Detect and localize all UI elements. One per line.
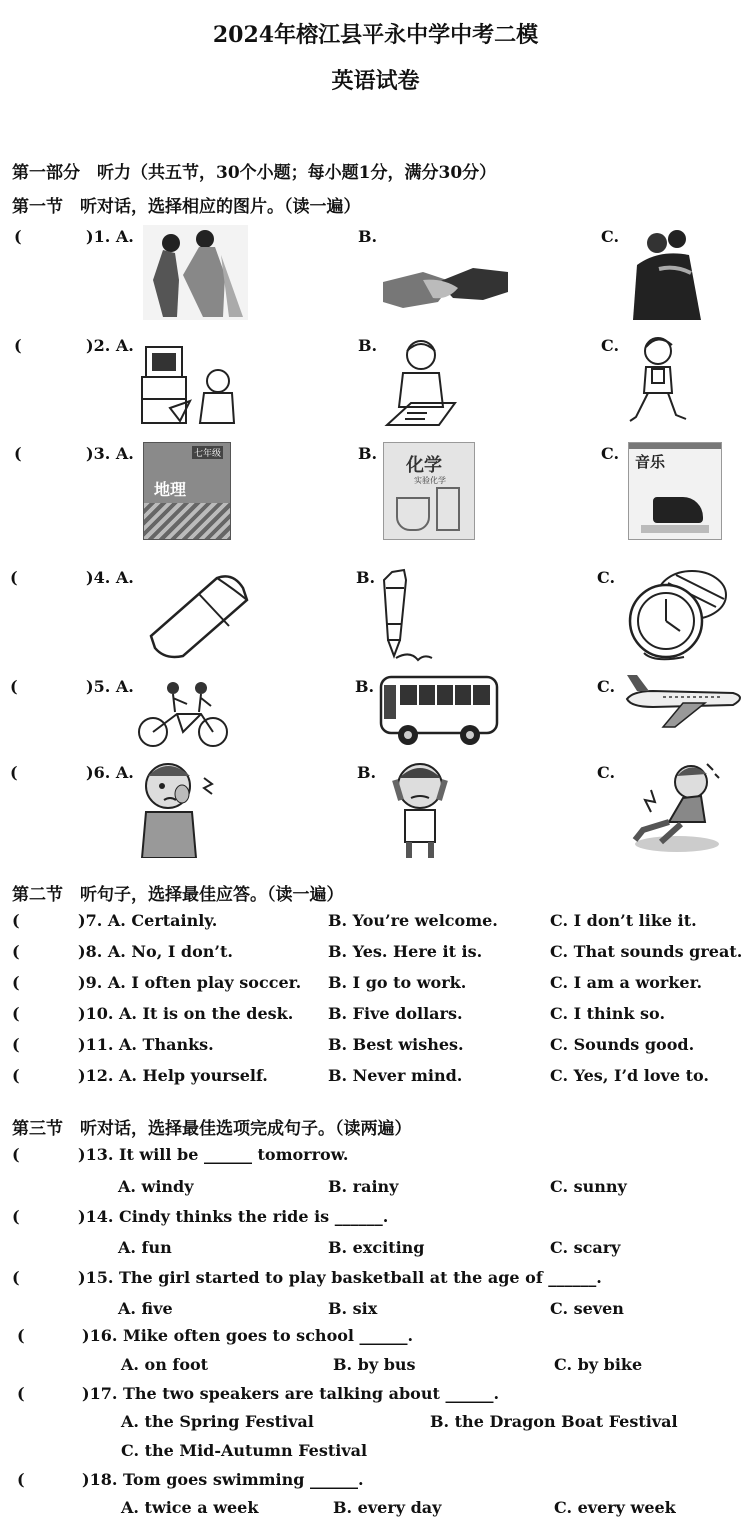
answer-paren[interactable]: (: [10, 677, 18, 696]
q16-option-c: C. by bike: [554, 1355, 643, 1374]
answer-paren[interactable]: (: [14, 336, 22, 355]
page-title: 2024年榕江县平永中学中考二模: [212, 22, 539, 48]
q6-option-b: B.: [357, 763, 377, 782]
q3-option-b: B.: [358, 444, 378, 463]
q14-option-c: C. scary: [550, 1238, 621, 1257]
boy-walking-picture: [628, 333, 690, 428]
answer-paren[interactable]: (: [10, 763, 18, 782]
answer-paren[interactable]: (: [14, 227, 22, 246]
q2-label: )2. A.: [86, 336, 134, 355]
q18-option-c: C. every week: [554, 1498, 676, 1517]
q8-option-c: C. That sounds great.: [550, 942, 743, 961]
q12-option-a: )12. A. Help yourself.: [78, 1066, 268, 1085]
q5-option-c: C.: [597, 677, 616, 696]
hug-picture: [629, 225, 707, 320]
q17-option-a: A. the Spring Festival: [121, 1412, 314, 1431]
geography-book-title: 地理: [154, 480, 187, 499]
answer-paren[interactable]: (: [12, 1004, 20, 1023]
q13-option-b: B. rainy: [328, 1177, 399, 1196]
music-book-title: 音乐: [635, 453, 666, 471]
q9-option-b: B. I go to work.: [328, 973, 467, 992]
answer-paren[interactable]: (: [10, 568, 18, 587]
chemistry-book-subtitle: 实验化学: [414, 476, 446, 485]
crayon-picture: [374, 568, 434, 664]
tandem-bike-picture: [137, 680, 229, 748]
q6-option-c: C.: [597, 763, 616, 782]
q3-option-c: C.: [601, 444, 620, 463]
q15-stem: )15. The girl started to play basketball at the age of ______.: [78, 1268, 602, 1287]
airplane-picture: [623, 673, 749, 731]
q17-stem: )17. The two speakers are talking about ______.: [82, 1384, 500, 1403]
q1-label: )1. A.: [86, 227, 134, 246]
q1-option-b: B.: [358, 227, 378, 246]
section1-heading: 第一节 听对话，选择相应的图片。（读一遍）: [12, 197, 361, 217]
chemistry-book-title: 化学: [406, 455, 442, 476]
q7-option-a: )7. A. Certainly.: [78, 911, 218, 930]
answer-paren[interactable]: (: [17, 1384, 25, 1403]
q14-option-a: A. fun: [118, 1238, 172, 1257]
q4-label: )4. A.: [86, 568, 134, 587]
answer-paren[interactable]: (: [12, 973, 20, 992]
bus-picture: [378, 673, 500, 749]
q10-option-b: B. Five dollars.: [328, 1004, 463, 1023]
watch-picture: [624, 565, 730, 663]
q18-option-b: B. every day: [333, 1498, 442, 1517]
section3-heading: 第三节 听对话，选择最佳选项完成句子。（读两遍）: [12, 1119, 412, 1139]
q13-option-a: A. windy: [118, 1177, 194, 1196]
toothache-boy-picture: [134, 760, 218, 858]
bowing-people-picture: [143, 225, 248, 320]
answer-paren[interactable]: (: [12, 1268, 20, 1287]
q10-option-a: )10. A. It is on the desk.: [78, 1004, 294, 1023]
q18-option-a: A. twice a week: [121, 1498, 259, 1517]
boy-writing-picture: [381, 333, 461, 428]
boy-watching-tv-picture: [140, 333, 240, 428]
answer-paren[interactable]: (: [17, 1326, 25, 1345]
part1-heading: 第一部分 听力（共五节，30个小题；每小题1分，满分30分）: [12, 163, 497, 183]
q8-option-a: )8. A. No, I don’t.: [78, 942, 233, 961]
q13-option-c: C. sunny: [550, 1177, 627, 1196]
q12-option-b: B. Never mind.: [328, 1066, 463, 1085]
page-subtitle: 英语试卷: [331, 68, 420, 94]
answer-paren[interactable]: (: [12, 911, 20, 930]
q15-option-c: C. seven: [550, 1299, 624, 1318]
q1-option-c: C.: [601, 227, 620, 246]
q14-stem: )14. Cindy thinks the ride is ______.: [78, 1207, 389, 1226]
q8-option-b: B. Yes. Here it is.: [328, 942, 483, 961]
q5-label: )5. A.: [86, 677, 134, 696]
music-book-picture: [628, 442, 722, 540]
answer-paren[interactable]: (: [17, 1470, 25, 1489]
q2-option-c: C.: [601, 336, 620, 355]
handshake-picture: [383, 252, 508, 320]
answer-paren[interactable]: (: [12, 1207, 20, 1226]
q17-option-b: B. the Dragon Boat Festival: [430, 1412, 678, 1431]
q11-option-c: C. Sounds good.: [550, 1035, 695, 1054]
q5-option-b: B.: [355, 677, 375, 696]
geography-book-picture: [143, 442, 231, 540]
answer-paren[interactable]: (: [12, 1066, 20, 1085]
chemistry-book-picture: [383, 442, 475, 540]
q9-option-c: C. I am a worker.: [550, 973, 703, 992]
book-grade-label: 七年级: [192, 446, 223, 459]
q4-option-b: B.: [356, 568, 376, 587]
section2-heading: 第二节 听句子，选择最佳应答。（读一遍）: [12, 885, 344, 905]
q15-option-b: B. six: [328, 1299, 378, 1318]
q6-label: )6. A.: [86, 763, 134, 782]
q12-option-c: C. Yes, I’d love to.: [550, 1066, 709, 1085]
q11-option-b: B. Best wishes.: [328, 1035, 464, 1054]
q15-option-a: A. five: [118, 1299, 173, 1318]
q3-label: )3. A.: [86, 444, 134, 463]
q11-option-a: )11. A. Thanks.: [78, 1035, 214, 1054]
q9-option-a: )9. A. I often play soccer.: [78, 973, 302, 992]
q16-option-b: B. by bus: [333, 1355, 416, 1374]
q16-stem: )16. Mike often goes to school ______.: [82, 1326, 414, 1345]
q10-option-c: C. I think so.: [550, 1004, 666, 1023]
q4-option-c: C.: [597, 568, 616, 587]
q7-option-c: C. I don’t like it.: [550, 911, 697, 930]
answer-paren[interactable]: (: [12, 1145, 20, 1164]
q17-option-c: C. the Mid-Autumn Festival: [121, 1441, 368, 1460]
q13-stem: )13. It will be ______ tomorrow.: [78, 1145, 349, 1164]
q18-stem: )18. Tom goes swimming ______.: [82, 1470, 364, 1489]
q16-option-a: A. on foot: [121, 1355, 209, 1374]
answer-paren[interactable]: (: [12, 1035, 20, 1054]
headache-boy-picture: [375, 760, 465, 860]
q2-option-b: B.: [358, 336, 378, 355]
q14-option-b: B. exciting: [328, 1238, 425, 1257]
answer-paren[interactable]: (: [12, 942, 20, 961]
eraser-picture: [143, 570, 253, 660]
answer-paren[interactable]: (: [14, 444, 22, 463]
q7-option-b: B. You’re welcome.: [328, 911, 498, 930]
hurt-leg-boy-picture: [621, 760, 721, 858]
